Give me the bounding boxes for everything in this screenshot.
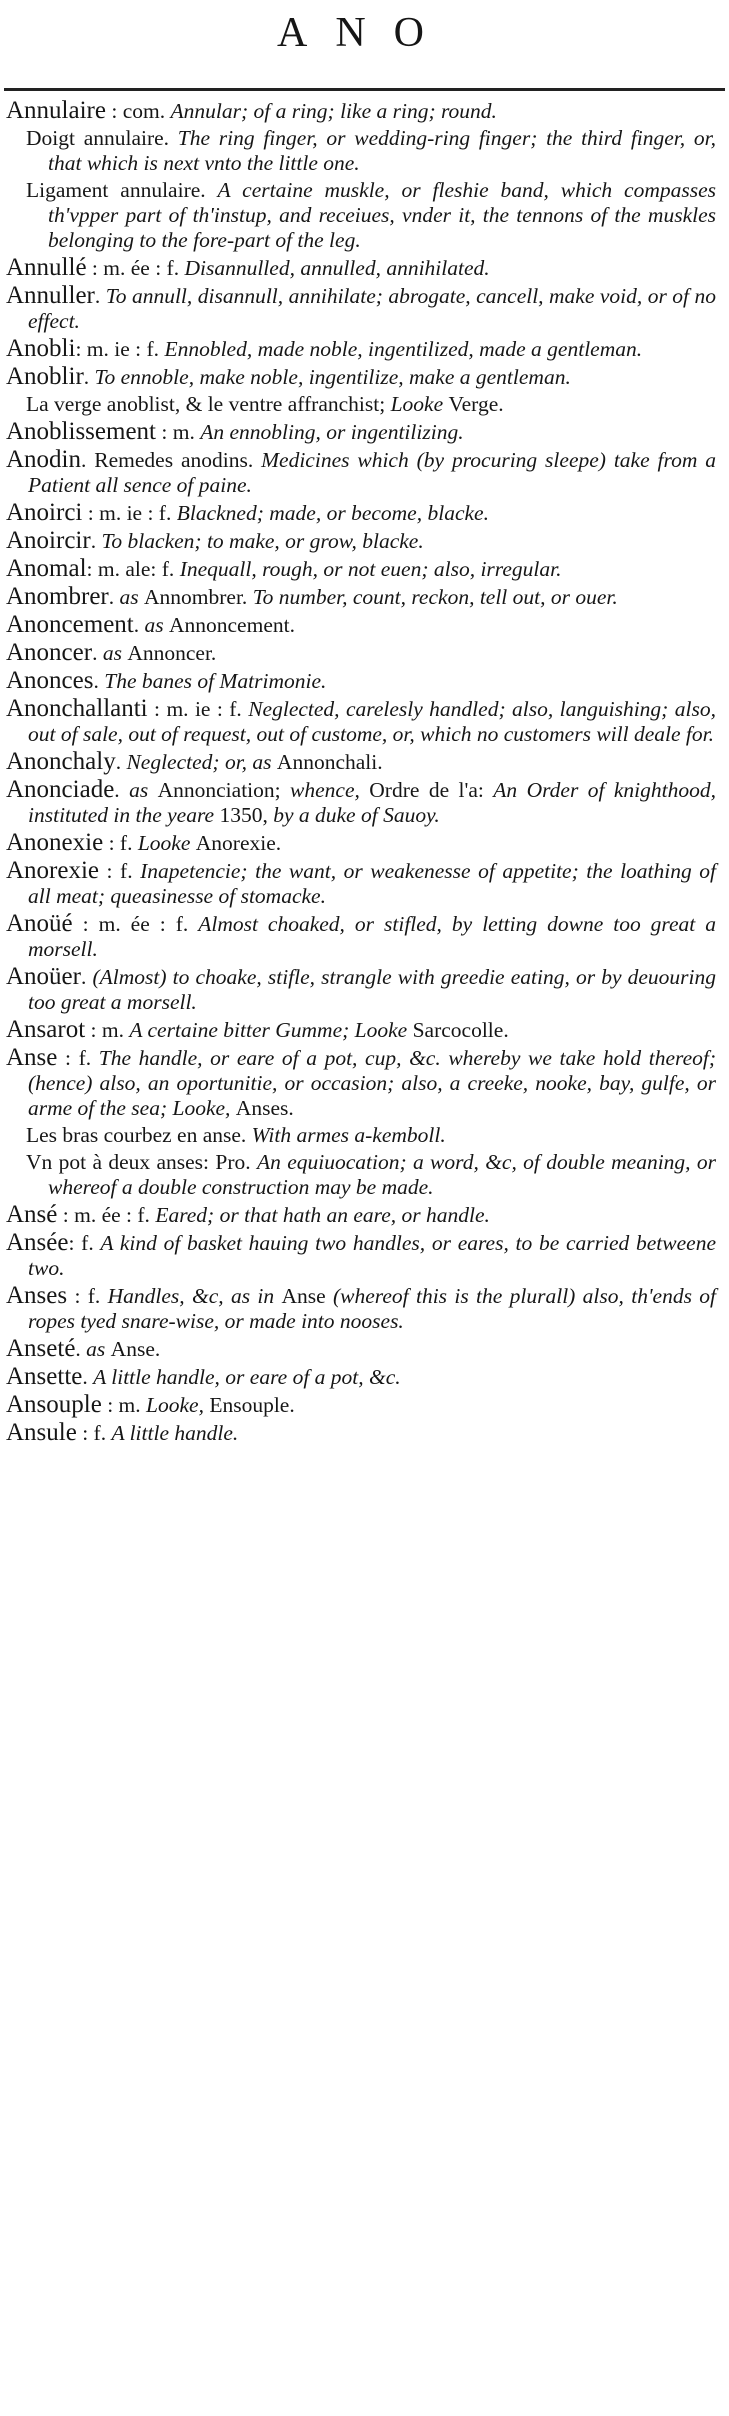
french-text: Ordre de l'a: <box>369 778 494 802</box>
english-gloss: as <box>144 613 169 637</box>
dictionary-entry <box>6 98 716 124</box>
english-gloss: Handles, &c, as in <box>107 1284 282 1308</box>
english-gloss: Disannulled, annulled, annihilated. <box>184 256 490 280</box>
dictionary-entry <box>6 749 716 775</box>
french-text: . <box>83 365 95 389</box>
french-text: . <box>114 778 130 802</box>
headword: Annuller <box>6 282 95 309</box>
dictionary-entry <box>6 1420 716 1446</box>
english-gloss: (whereof this is the plurall) also, th'ends of ropes tyed snare-wise, or made into nooses. <box>28 1284 717 1333</box>
french-text: : f. <box>67 1284 108 1308</box>
english-gloss: Looke <box>390 392 449 416</box>
headword: Anoblissement <box>6 418 156 445</box>
french-text: : m. ie : f. <box>147 697 249 721</box>
french-text: Annoncer. <box>127 641 217 665</box>
french-text: : m. <box>101 1393 147 1417</box>
headword: Anoirci <box>6 499 83 526</box>
headword: Anoüé <box>6 910 73 937</box>
french-text: : m. ie : f. <box>82 501 177 525</box>
english-gloss: Medicines which (by procuring sleepe) take from a Patient all sence of paine. <box>28 448 716 497</box>
english-gloss: A certaine muskle, or fleshie band, which compasses th'vpper part of th'instup, and receiues, vnder it, the tennons of the muskles belonging to the fore-part of the leg. <box>48 178 717 252</box>
dictionary-entry <box>6 1017 716 1043</box>
french-text: Anorexie. <box>195 831 282 855</box>
english-gloss: Almost choaked, or stifled, by letting downe too great a morsell. <box>28 912 716 961</box>
english-gloss: as <box>102 641 128 665</box>
french-text: Sarcocolle. <box>412 1018 509 1042</box>
headword: Anoblir <box>6 363 84 390</box>
english-gloss: A kind of basket hauing two handles, or eares, to be carried betweene two. <box>28 1231 716 1280</box>
english-gloss: Eared; or that hath an eare, or handle. <box>155 1203 490 1227</box>
french-text: Ensouple. <box>209 1393 295 1417</box>
sub-entry <box>6 1123 716 1148</box>
english-gloss: An equiuocation; a word, &c, of double meaning, or whereof a double construction may be made. <box>48 1150 717 1199</box>
header-rule <box>4 88 725 91</box>
french-text: . <box>80 965 93 989</box>
french-text: : m. <box>156 420 201 444</box>
english-gloss: Inapetencie; the want, or weakenesse of appetite; the loathing of all meat; queasinesse of stomacke. <box>28 859 716 908</box>
french-text: Ligament annulaire. <box>26 178 218 202</box>
headword: Anoircir <box>6 527 91 554</box>
french-text: : m. ale: f. <box>86 557 180 581</box>
french-text: . <box>108 585 120 609</box>
dictionary-entry <box>6 1230 716 1281</box>
dictionary-entry <box>6 612 716 638</box>
sub-entry <box>6 178 716 253</box>
english-gloss: Ennobled, made noble, ingentilized, made a gentleman. <box>164 337 643 361</box>
english-gloss: An ennobling, or ingentilizing. <box>200 420 464 444</box>
english-gloss: To ennoble, make noble, ingentilize, make a gentleman. <box>94 365 571 389</box>
english-gloss: To number, count, reckon, tell out, or ouer. <box>252 585 618 609</box>
french-text: Les bras courbez en anse. <box>26 1123 252 1147</box>
french-text: : m. <box>85 1018 130 1042</box>
english-gloss: by a duke of Sauoy. <box>273 803 440 827</box>
english-gloss: whence, <box>290 778 370 802</box>
dictionary-entry <box>6 419 716 445</box>
headword: Ansette <box>6 1363 83 1390</box>
dictionary-entry <box>6 964 716 1015</box>
french-text: : com. <box>105 99 171 123</box>
headword: Annullé <box>6 254 87 281</box>
french-text: : f. <box>103 831 138 855</box>
english-gloss: as <box>119 585 144 609</box>
headword: Ansé <box>6 1201 58 1228</box>
dictionary-entry <box>6 1045 716 1121</box>
headword: Annulaire <box>6 97 106 124</box>
french-text: Verge. <box>448 392 504 416</box>
dictionary-entry <box>6 584 716 610</box>
french-text: : f. <box>57 1046 99 1070</box>
headword: Anonexie <box>6 829 104 856</box>
french-text: : m. ée : f. <box>57 1203 156 1227</box>
french-text: . <box>90 529 102 553</box>
french-text: Anses. <box>235 1096 294 1120</box>
french-text: Annonciation; <box>157 778 291 802</box>
sub-entry <box>6 1150 716 1200</box>
french-text: : f. <box>68 1231 101 1255</box>
english-gloss: An Order of knighthood, instituted in the yeare <box>28 778 716 827</box>
dictionary-entry <box>6 447 716 498</box>
dictionary-entry <box>6 911 716 962</box>
french-text: . <box>94 284 106 308</box>
dictionary-entry <box>6 255 716 281</box>
french-text: . Remedes anodins. <box>81 448 262 472</box>
english-gloss: Blackned; made, or become, blacke. <box>176 501 489 525</box>
dictionary-entry <box>6 1202 716 1228</box>
headword: Ansouple <box>6 1391 102 1418</box>
dictionary-entry <box>6 500 716 526</box>
dictionary-entry <box>6 1364 716 1390</box>
french-text: : f. <box>99 859 141 883</box>
english-gloss: To annull, disannull, annihilate; abrogate, cancell, make void, or of no effect. <box>28 284 717 333</box>
french-text: Anse <box>281 1284 334 1308</box>
dictionary-entry <box>6 528 716 554</box>
english-gloss: Looke, <box>146 1393 210 1417</box>
running-head: ANO <box>277 10 452 56</box>
dictionary-entry <box>6 696 716 747</box>
english-gloss: (Almost) to choake, stifle, strangle with greedie eating, or by deuouring too great a morsell. <box>28 965 716 1014</box>
french-text: La verge anoblist, & le ventre affranchist; <box>26 392 391 416</box>
french-text: Doigt annulaire. <box>26 126 178 150</box>
dictionary-entry <box>6 283 716 334</box>
english-gloss: Looke <box>137 831 196 855</box>
french-text: Vn pot à deux anses: Pro. <box>26 1150 257 1174</box>
english-gloss: The handle, or eare of a pot, cup, &c. whereby we take hold thereof; (hence) also, an oportunitie, or occasion; also, a creeke, nooke, bay, gulfe, or arme of the sea; Looke, <box>28 1046 716 1120</box>
dictionary-entry <box>6 1392 716 1418</box>
french-text: . <box>93 669 105 693</box>
french-text: Annombrer. <box>144 585 253 609</box>
headword: Anorexie <box>6 857 100 884</box>
english-gloss: A little handle, or eare of a pot, &c. <box>93 1365 401 1389</box>
dictionary-entry <box>6 668 716 694</box>
headword: Anomal <box>6 555 87 582</box>
french-text: . <box>82 1365 94 1389</box>
dictionary-entry <box>6 777 716 828</box>
french-text: 1350, <box>219 803 274 827</box>
headword: Anoüer <box>6 963 81 990</box>
headword: Anoncement <box>6 611 134 638</box>
headword: Anonchaly <box>6 748 116 775</box>
english-gloss: as <box>129 778 158 802</box>
sub-entry <box>6 392 716 417</box>
headword: Anoncer <box>6 639 93 666</box>
english-gloss: To blacken; to make, or grow, blacke. <box>101 529 424 553</box>
dictionary-entry <box>6 556 716 582</box>
french-text: Annonchali. <box>276 750 383 774</box>
headword: Anobli <box>6 335 76 362</box>
french-text: Annoncement. <box>168 613 295 637</box>
headword: Anonchallanti <box>6 695 148 722</box>
headword: Anseté <box>6 1335 76 1362</box>
french-text: : m. ée : f. <box>72 912 199 936</box>
english-gloss: Inequall, rough, or not euen; also, irregular. <box>179 557 562 581</box>
english-gloss: The ring finger, or wedding-ring finger; the third finger, or, that which is next vnto the little one. <box>48 126 716 175</box>
french-text: : m. ée : f. <box>86 256 185 280</box>
dictionary-entry <box>6 336 716 362</box>
dictionary-entry <box>6 1336 716 1362</box>
headword: Anonces <box>6 667 94 694</box>
french-text: . <box>133 613 145 637</box>
english-gloss: A little handle. <box>111 1421 239 1445</box>
french-text: : m. ie : f. <box>75 337 165 361</box>
headword: Anses <box>6 1282 68 1309</box>
entry-list <box>6 98 716 1448</box>
english-gloss: The banes of Matrimonie. <box>104 669 327 693</box>
dictionary-entry <box>6 830 716 856</box>
headword: Anodin <box>6 446 81 473</box>
headword: Anonciade <box>6 776 115 803</box>
dictionary-entry <box>6 640 716 666</box>
sub-entry <box>6 126 716 176</box>
dictionary-entry <box>6 364 716 390</box>
dictionary-entry <box>6 858 716 909</box>
english-gloss: as <box>86 1337 111 1361</box>
french-text: . <box>92 641 103 665</box>
headword: Ansule <box>6 1419 77 1446</box>
english-gloss: A certaine bitter Gumme; Looke <box>129 1018 413 1042</box>
headword: Ansarot <box>6 1016 86 1043</box>
french-text: . <box>115 750 127 774</box>
french-text: : f. <box>76 1421 112 1445</box>
english-gloss: Annular; of a ring; like a ring; round. <box>170 99 497 123</box>
headword: Anse <box>6 1044 58 1071</box>
english-gloss: With armes a-kemboll. <box>251 1123 446 1147</box>
english-gloss: Neglected, carelesly handled; also, languishing; also, out of sale, out of request, out of custome, or, which no customers will deale for. <box>28 697 716 746</box>
headword: Anombrer <box>6 583 109 610</box>
english-gloss: Neglected; or, as <box>126 750 277 774</box>
french-text: . <box>75 1337 87 1361</box>
french-text: Anse. <box>110 1337 161 1361</box>
headword: Ansée <box>6 1229 69 1256</box>
dictionary-entry <box>6 1283 716 1334</box>
